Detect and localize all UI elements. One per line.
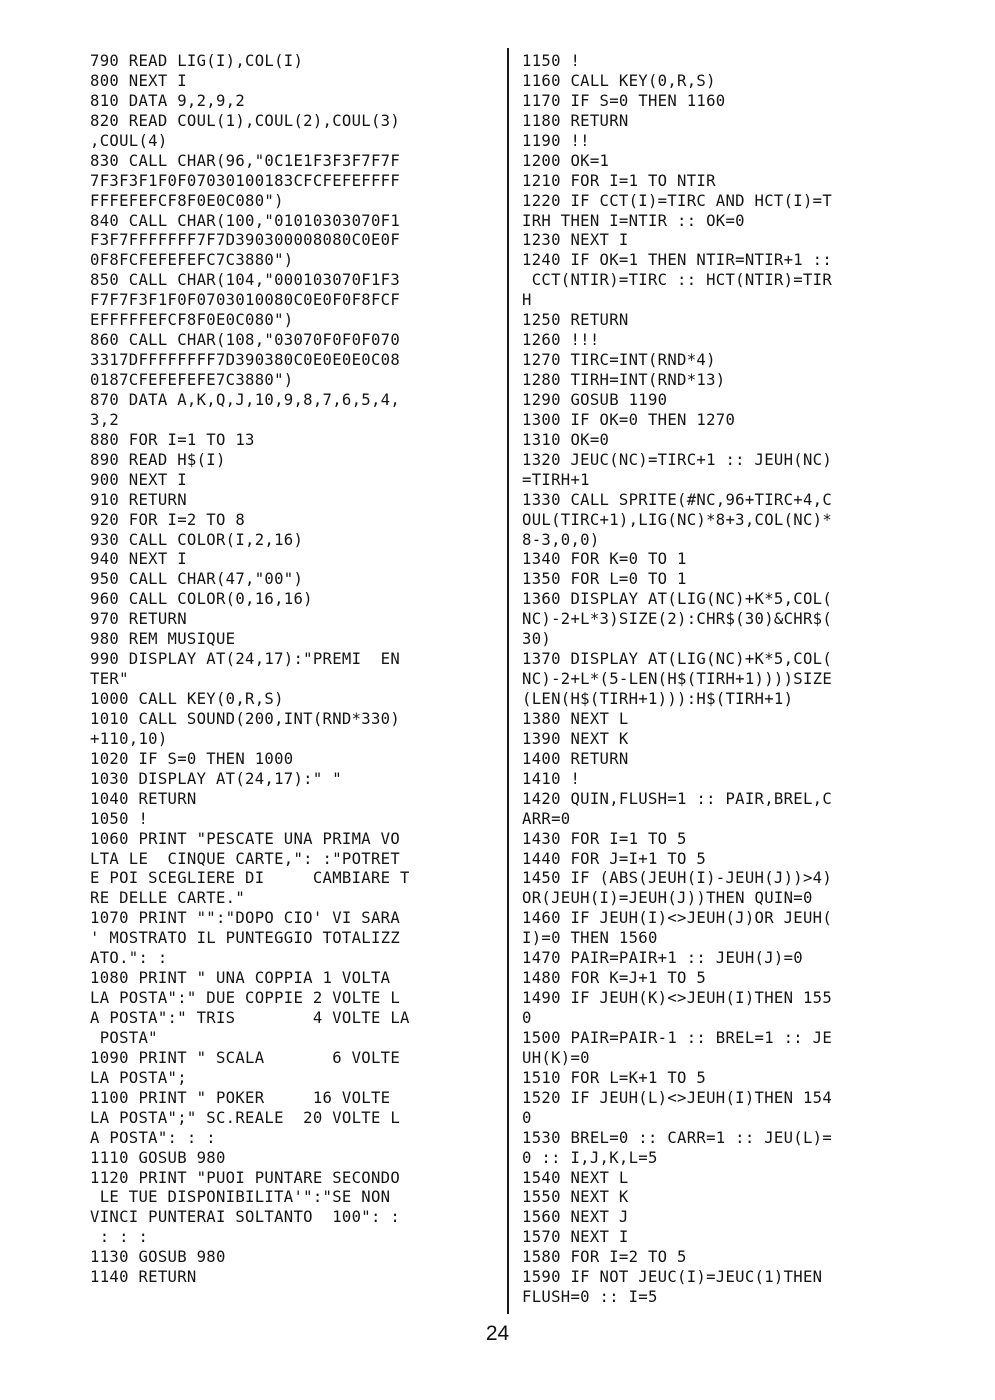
code-line: 1410 ! [522, 769, 581, 788]
code-line: 1440 FOR J=I+1 TO 5 [522, 849, 707, 868]
code-line: 1030 DISPLAY AT(24,17):" " [90, 769, 342, 788]
code-line: 810 DATA 9,2,9,2 [90, 91, 246, 110]
code-line: 1460 IF JEUH(I)<>JEUH(J)OR JEUH( [522, 909, 833, 928]
code-line: 1100 PRINT " POKER 16 VOLTE [90, 1088, 391, 1107]
code-line: I)=0 THEN 1560 [522, 929, 658, 948]
code-line: 1450 IF (ABS(JEUH(I)-JEUH(J))>4) [522, 869, 833, 888]
code-line: 1430 FOR I=1 TO 5 [522, 829, 687, 848]
code-line: F3F7FFFFFFF7F7D390300008080C0E0F [90, 231, 401, 250]
code-line: 800 NEXT I [90, 71, 187, 90]
code-line: ' MOSTRATO IL PUNTEGGIO TOTALIZZ [90, 929, 401, 948]
code-line: 1150 ! [522, 52, 581, 70]
code-line: 900 NEXT I [90, 470, 187, 489]
code-line: 1200 OK=1 [522, 151, 610, 170]
code-line: LA POSTA";" SC.REALE 20 VOLTE L [90, 1108, 401, 1127]
code-line: A POSTA": : : [90, 1128, 216, 1147]
code-line: 940 NEXT I [90, 550, 187, 569]
code-line: 1010 CALL SOUND(200,INT(RND*330) [90, 709, 401, 728]
code-line: 1580 FOR I=2 TO 5 [522, 1248, 687, 1267]
code-line: IRH THEN I=NTIR :: OK=0 [522, 211, 745, 230]
code-line: 0187CFEFEFEFE7C3880") [90, 371, 294, 389]
column-divider [507, 48, 509, 1314]
code-line: 1360 DISPLAY AT(LIG(NC)+K*5,COL( [522, 590, 833, 609]
right-code-column [522, 52, 912, 1308]
page-number: 24 [485, 1322, 510, 1345]
code-line: 1070 PRINT "":"DOPO CIO' VI SARA [90, 909, 401, 928]
code-line: 850 CALL CHAR(104,"000103070F1F3 [90, 271, 401, 290]
code-line: 1040 RETURN [90, 789, 197, 808]
code-line: OR(JEUH(I)=JEUH(J))THEN QUIN=0 [522, 889, 813, 908]
code-line: 1570 NEXT I [522, 1228, 629, 1247]
code-line: 790 READ LIG(I),COL(I) [90, 52, 304, 70]
code-line: 1500 PAIR=PAIR-1 :: BREL=1 :: JE [522, 1028, 833, 1047]
code-line: 0 [522, 1108, 532, 1127]
code-line: 910 RETURN [90, 490, 187, 509]
code-line: 860 CALL CHAR(108,"03070F0F0F070 [90, 331, 401, 350]
code-line: RE DELLE CARTE." [90, 889, 246, 908]
code-line: 8-3,0,0) [522, 530, 600, 549]
code-line: VINCI PUNTERAI SOLTANTO 100": : [90, 1208, 401, 1227]
code-line: 1140 RETURN [90, 1268, 197, 1287]
code-line: POSTA" [90, 1028, 158, 1047]
code-line: 1160 CALL KEY(0,R,S) [522, 71, 716, 90]
code-line: 30) [522, 630, 552, 649]
code-line: 1050 ! [90, 809, 149, 828]
code-line: 0F8FCFEFEFEFC7C3880") [90, 251, 294, 270]
code-line: 3317DFFFFFFFF7D390380C0E0E0E0C08 [90, 351, 401, 370]
code-line: 1400 RETURN [522, 749, 629, 768]
code-line: 970 RETURN [90, 610, 187, 629]
code-line: +110,10) [90, 729, 168, 748]
code-line: 980 REM MUSIQUE [90, 630, 236, 649]
left-code-column [90, 52, 485, 1288]
code-line: 1080 PRINT " UNA COPPIA 1 VOLTA [90, 969, 391, 988]
code-line: 1210 FOR I=1 TO NTIR [522, 171, 716, 190]
code-line: 1490 IF JEUH(K)<>JEUH(I)THEN 155 [522, 989, 833, 1008]
code-line: FFFEFEFCF8F0E0C080") [90, 191, 284, 210]
code-line: 1300 IF OK=0 THEN 1270 [522, 410, 736, 429]
code-line: 1120 PRINT "PUOI PUNTARE SECONDO [90, 1168, 401, 1187]
code-line: ARR=0 [522, 809, 571, 828]
code-line: 3,2 [90, 410, 120, 429]
code-line: NC)-2+L*(5-LEN(H$(TIRH+1))))SIZE [522, 670, 833, 689]
code-line: 1220 IF CCT(I)=TIRC AND HCT(I)=T [522, 191, 833, 210]
code-line: CCT(NTIR)=TIRC :: HCT(NTIR)=TIR [522, 271, 833, 290]
code-line: 1560 NEXT J [522, 1208, 629, 1227]
code-line: 820 READ COUL(1),COUL(2),COUL(3) [90, 111, 401, 130]
code-line: 890 READ H$(I) [90, 450, 226, 469]
code-line: TER" [90, 670, 129, 689]
code-line: 1110 GOSUB 980 [90, 1148, 226, 1167]
code-line: 1180 RETURN [522, 111, 629, 130]
code-line: E POI SCEGLIERE DI CAMBIARE T [90, 869, 410, 888]
code-line: 1550 NEXT K [522, 1188, 629, 1207]
code-line: 920 FOR I=2 TO 8 [90, 510, 246, 529]
code-line: 1090 PRINT " SCALA 6 VOLTE [90, 1048, 401, 1067]
code-line: =TIRH+1 [522, 470, 590, 489]
code-line: 960 CALL COLOR(0,16,16) [90, 590, 313, 609]
code-line: 0 :: I,J,K,L=5 [522, 1148, 658, 1167]
code-line: (LEN(H$(TIRH+1))):H$(TIRH+1) [522, 690, 794, 708]
code-line: 1000 CALL KEY(0,R,S) [90, 690, 284, 708]
code-line: 1320 JEUC(NC)=TIRC+1 :: JEUH(NC) [522, 450, 833, 469]
code-line: UH(K)=0 [522, 1048, 590, 1067]
code-line: A POSTA":" TRIS 4 VOLTE LA [90, 1009, 410, 1027]
code-line: 1540 NEXT L [522, 1168, 629, 1187]
code-line: 1380 NEXT L [522, 709, 629, 728]
code-line: LE TUE DISPONIBILITA'":"SE NON [90, 1188, 391, 1207]
code-line: 1190 !! [522, 131, 590, 150]
code-line: LA POSTA"; [90, 1068, 187, 1087]
code-line: 990 DISPLAY AT(24,17):"PREMI EN [90, 650, 401, 669]
code-line: 1330 CALL SPRITE(#NC,96+TIRC+4,C [522, 490, 833, 509]
code-line: FLUSH=0 :: I=5 [522, 1288, 658, 1307]
code-line: LTA LE CINQUE CARTE,": :"POTRET [90, 849, 401, 868]
code-line: LA POSTA":" DUE COPPIE 2 VOLTE L [90, 989, 401, 1008]
code-line: 950 CALL CHAR(47,"00") [90, 570, 304, 589]
code-line: 1240 IF OK=1 THEN NTIR=NTIR+1 :: [522, 251, 833, 270]
code-line: 1290 GOSUB 1190 [522, 390, 668, 409]
code-line: 1020 IF S=0 THEN 1000 [90, 749, 294, 768]
code-line: H [522, 291, 532, 310]
code-line: : : : [90, 1228, 149, 1247]
code-line: EFFFFFEFCF8F0E0C080") [90, 311, 294, 330]
code-line: 880 FOR I=1 TO 13 [90, 430, 255, 449]
code-line: 1370 DISPLAY AT(LIG(NC)+K*5,COL( [522, 650, 833, 669]
code-line: 1590 IF NOT JEUC(I)=JEUC(1)THEN [522, 1268, 823, 1287]
code-line: 1520 IF JEUH(L)<>JEUH(I)THEN 154 [522, 1088, 833, 1107]
code-line: 870 DATA A,K,Q,J,10,9,8,7,6,5,4, [90, 390, 401, 409]
code-line: 0 [522, 1009, 532, 1027]
code-line: 1310 OK=0 [522, 430, 610, 449]
code-line: 1230 NEXT I [522, 231, 629, 250]
code-line: 1530 BREL=0 :: CARR=1 :: JEU(L)= [522, 1128, 833, 1147]
code-line: F7F7F3F1F0F0703010080C0E0F0F8FCF [90, 291, 401, 310]
code-line: 1480 FOR K=J+1 TO 5 [522, 969, 707, 988]
code-line: ,COUL(4) [90, 131, 168, 150]
code-line: 1420 QUIN,FLUSH=1 :: PAIR,BREL,C [522, 789, 833, 808]
code-line: 1270 TIRC=INT(RND*4) [522, 351, 716, 370]
code-line: OUL(TIRC+1),LIG(NC)*8+3,COL(NC)* [522, 510, 833, 529]
code-line: 830 CALL CHAR(96,"0C1E1F3F3F7F7F [90, 151, 401, 170]
code-line: 1470 PAIR=PAIR+1 :: JEUH(J)=0 [522, 949, 803, 968]
code-line: 1060 PRINT "PESCATE UNA PRIMA VO [90, 829, 401, 848]
code-line: 1250 RETURN [522, 311, 629, 330]
code-line: 1340 FOR K=0 TO 1 [522, 550, 687, 569]
code-line: 1350 FOR L=0 TO 1 [522, 570, 687, 589]
code-line: 840 CALL CHAR(100,"01010303070F1 [90, 211, 401, 230]
code-line: 1130 GOSUB 980 [90, 1248, 226, 1267]
code-line: 930 CALL COLOR(I,2,16) [90, 530, 304, 549]
code-line: 1280 TIRH=INT(RND*13) [522, 371, 726, 389]
code-line: ATO.": : [90, 949, 168, 968]
code-line: 7F3F3F1F0F07030100183CFCFEFEFFFF [90, 171, 401, 190]
code-line: 1170 IF S=0 THEN 1160 [522, 91, 726, 110]
code-line: 1390 NEXT K [522, 729, 629, 748]
code-line: 1510 FOR L=K+1 TO 5 [522, 1068, 707, 1087]
code-line: NC)-2+L*3)SIZE(2):CHR$(30)&CHR$( [522, 610, 833, 629]
code-line: 1260 !!! [522, 331, 600, 350]
